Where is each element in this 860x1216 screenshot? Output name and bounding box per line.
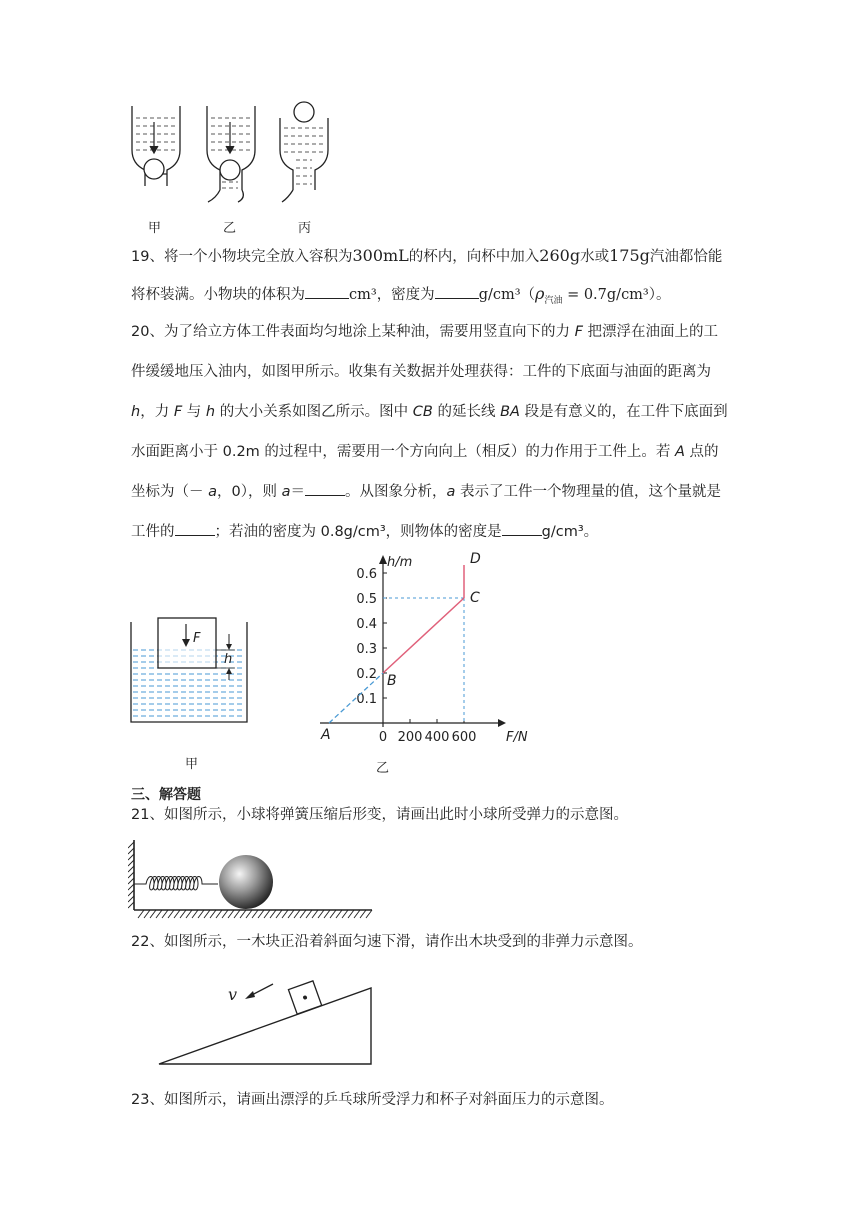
q20-a-symbol-3: a: [446, 484, 456, 500]
q19-oil-mass: 175g: [609, 246, 650, 265]
q20-line5-c: 。从图象分析，: [344, 484, 447, 500]
q23-text: 23、如图所示，请画出漂浮的乒乓球所受浮力和杯子对斜面压力的示意图。: [131, 1092, 614, 1108]
q20-line6-a: 工件的: [131, 524, 175, 540]
q19-line2: [131, 284, 671, 311]
oil-tank-figure: [125, 612, 255, 772]
q20-a-symbol-2: a: [281, 484, 291, 500]
q20-line1-text: 20、为了给立方体工件表面均匀地涂上某种油，需要用竖直向下的力: [131, 324, 570, 340]
y-axis-arrow: [379, 555, 387, 564]
q20-a-blank[interactable]: [305, 481, 345, 496]
q20-line5-d: 表示了工件一个物理量的值，这个量就是: [459, 484, 721, 500]
q20-equals: ＝: [290, 484, 305, 500]
q20-force-symbol: F: [574, 324, 583, 340]
vessel-caption-yi: 乙: [223, 221, 237, 236]
q20-line6: [131, 520, 598, 541]
q19-text-b: 的杯内，向杯中加入: [408, 249, 540, 265]
x-tick-label: 600: [451, 730, 477, 745]
q20-line3-a: ，力: [140, 404, 170, 420]
q19-rho-symbol: ρ: [535, 284, 545, 303]
q20-line5-a: 坐标为（－: [131, 484, 204, 500]
q19-volume-blank[interactable]: [305, 284, 349, 299]
q20-F-symbol: F: [173, 404, 183, 420]
q22-text: 22、如图所示，一木块正沿着斜面匀速下滑，请作出木块受到的非弹力示意图。: [131, 934, 643, 950]
q20-A-label: A: [675, 444, 685, 460]
spring: [134, 877, 218, 891]
q19-text-c: 水或: [580, 249, 610, 265]
y-tick-label: 0.3: [356, 642, 377, 657]
q20-line4-tail: 点的: [689, 444, 719, 460]
tank-force-label: F: [193, 631, 201, 646]
q20-line3-d: 的延长线: [437, 404, 496, 420]
q19-water-mass: 260g: [539, 246, 581, 265]
q20-line1-tail: 把漂浮在油面上的工: [587, 324, 719, 340]
q20-line3-b: 与: [186, 404, 202, 420]
x-tick-label: 200: [397, 730, 423, 745]
y-tick-label: 0.4: [356, 617, 377, 632]
point-label-B: B: [387, 673, 397, 689]
point-label-C: C: [470, 590, 480, 606]
x-tick-label: 0: [378, 730, 388, 745]
q19-paren-close: ）。: [648, 287, 671, 303]
incline-figure: [155, 970, 375, 1070]
velocity-label: v: [228, 985, 238, 1004]
q19-line1: [131, 246, 722, 267]
q20-CB-label: CB: [412, 404, 433, 420]
q19-text-d: 汽油都恰能: [649, 249, 723, 265]
q19-density-blank[interactable]: [435, 284, 479, 299]
q19-text-f: ，密度为: [376, 287, 435, 303]
vessel-caption-jia: 甲: [148, 221, 162, 236]
q21-text: 21、如图所示，小球将弹簧压缩后形变，请画出此时小球所受弹力的示意图。: [131, 807, 628, 823]
y-tick-label: 0.6: [356, 567, 377, 582]
q20-paragraph: [131, 320, 731, 540]
q19-unit-cm3: cm³: [349, 287, 377, 303]
q19-paren-open: （: [520, 287, 536, 303]
q20-line3: [131, 400, 728, 421]
q20-line3-c: 的大小关系如图乙所示。图中: [219, 404, 409, 420]
q20-a-symbol: a: [208, 484, 217, 500]
y-tick-label: 0.1: [356, 692, 377, 707]
x-tick-label: 400: [424, 730, 450, 745]
q20-line5-b: ，0），则: [217, 484, 277, 500]
y-tick-label: 0.2: [356, 667, 377, 682]
y-tick-label: 0.5: [356, 592, 377, 607]
vessel-caption-bing: 丙: [298, 221, 312, 236]
line-BC: [383, 598, 464, 673]
point-label-D: D: [470, 552, 481, 567]
q20-quantity-blank[interactable]: [175, 521, 215, 536]
tank-caption: 甲: [185, 757, 199, 772]
q20-BA-label: BA: [500, 404, 520, 420]
section-heading: 三、解答题: [131, 787, 201, 803]
q20-line5: [131, 480, 721, 501]
q19-volume: 300mL: [352, 246, 409, 265]
tank-h-label: h: [224, 652, 233, 667]
x-axis-arrow: [498, 719, 506, 727]
q20-line1: [131, 320, 718, 341]
q20-line3-e: 段是有意义的，在工件下底面到: [524, 404, 728, 420]
q19-text-a: 将一个小物块完全放入容积为: [163, 249, 353, 265]
q20-line6-b: ；若油的密度为 0.8g/cm³，则物体的密度是: [214, 524, 502, 540]
graph-caption: 乙: [376, 761, 390, 776]
q19-rho-subscript: 汽油: [544, 295, 563, 306]
h-F-graph: [310, 552, 540, 782]
q20-line6-c: g/cm³。: [541, 524, 599, 540]
q19-unit-gcm3: g/cm³: [478, 287, 521, 303]
q19-number: 19、: [131, 249, 164, 265]
q19-rho-value: = 0.7g/cm³: [562, 287, 649, 303]
y-axis-label: h/m: [387, 555, 413, 570]
q20-line2: 件缓缓地压入油内，如图甲所示。收集有关数据并处理获得：工件的下底面与油面的距离为: [131, 364, 711, 380]
q19-text-e: 将杯装满。小物块的体积为: [131, 287, 305, 303]
q20-density-blank[interactable]: [502, 521, 542, 536]
point-label-A: A: [321, 727, 331, 743]
spring-ball-figure: [128, 838, 378, 920]
q20-line4-text: 水面距离小于 0.2m 的过程中，需要用一个方向向上（相反）的力作用于工件上。若: [131, 444, 671, 460]
q20-h-symbol: h: [131, 404, 141, 420]
ball: [219, 855, 273, 909]
x-axis-label: F/N: [506, 730, 528, 745]
q20-line4: [131, 440, 719, 461]
q20-h-symbol-2: h: [205, 404, 216, 420]
vessels-figure: [120, 98, 360, 238]
